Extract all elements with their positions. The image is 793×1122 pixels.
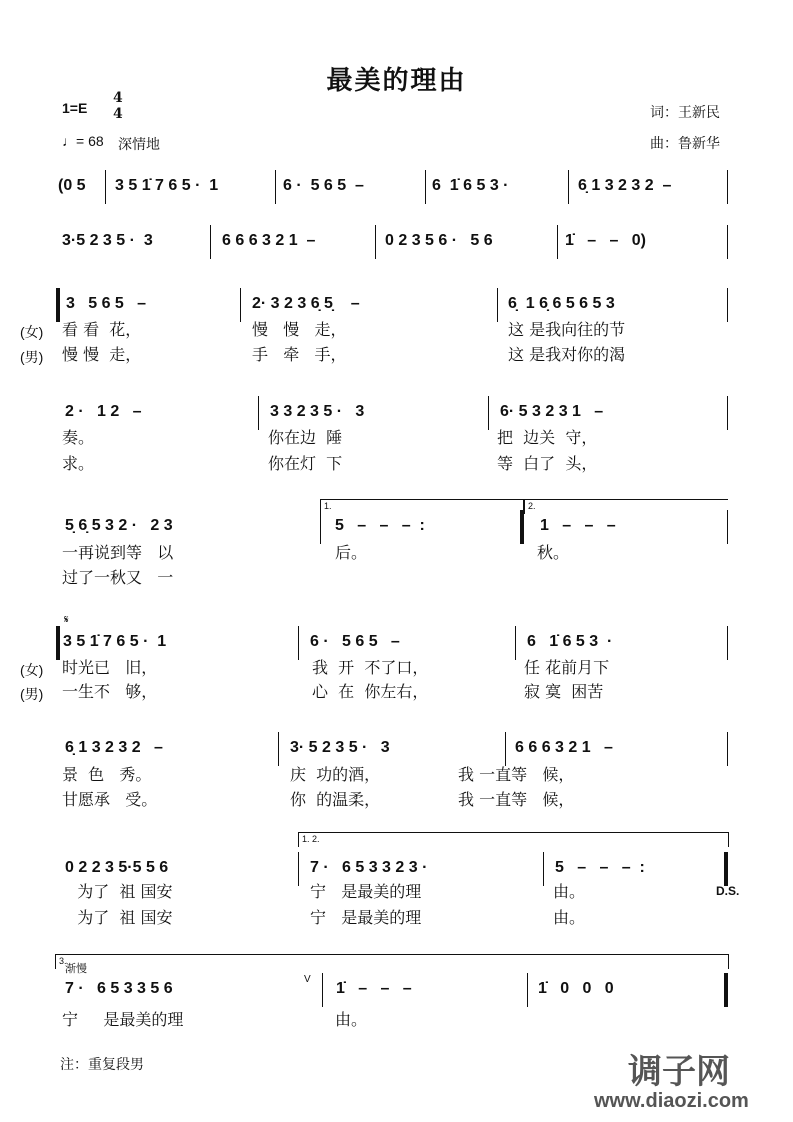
measure: 6 · 5 6 5 –: [283, 177, 364, 194]
lyric: 看 看 花，: [62, 320, 142, 339]
lyric: 我 开 不了口，: [312, 658, 429, 677]
measure: 6̣ 1 3 2 3 2 –: [65, 739, 163, 756]
lyric: 一生不 够，: [62, 682, 158, 701]
lyric: 宁 是最美的理: [310, 882, 422, 901]
lyric: 庆 功的酒，: [290, 765, 381, 784]
lyric: 你在灯 下: [268, 454, 343, 473]
lyric: 你在边 陲: [268, 428, 343, 447]
lyric: 我 一直等 候，: [458, 765, 575, 784]
lyric: 秋。: [537, 543, 570, 562]
measure: (0 5: [58, 177, 86, 194]
barline: [543, 852, 544, 886]
barline: [497, 288, 498, 322]
barline: [727, 170, 728, 204]
barline: [425, 170, 426, 204]
composer: 曲：鲁新华: [650, 135, 720, 151]
barline: [298, 626, 299, 660]
lyric: 这 是我向往的节: [508, 320, 626, 339]
lyric: 心 在 你左右，: [312, 682, 429, 701]
lyric: 任 花前月下: [524, 658, 610, 677]
voice-label-male: (男): [20, 686, 44, 702]
barline: [727, 732, 728, 766]
volta-label: 1. 2.: [302, 834, 320, 844]
repeat-end: [520, 510, 524, 544]
barline: [727, 510, 728, 544]
lyric: 慢 慢 走，: [252, 320, 347, 339]
voice-label-female: (女): [20, 324, 44, 340]
measure: 2· 3 2 3 6̣ 5̣ –: [252, 295, 360, 312]
lyric: 我 一直等 候，: [458, 790, 575, 809]
watermark-logo: 调子网: [628, 1053, 730, 1091]
barline: [375, 225, 376, 259]
measure: 1̇ – – 0): [565, 232, 646, 249]
measure: 1 – – –: [540, 517, 616, 534]
lyricist: 词：王新民: [650, 104, 720, 120]
final-barline: [724, 973, 728, 1007]
measure: 6· 5 3 2 3 1 –: [500, 403, 604, 420]
volta-label: 3.: [59, 956, 67, 966]
measure: 5̣ 6̣ 5 3 2 · 2 3: [65, 517, 173, 534]
lyric: 宁 是最美的理: [62, 1010, 184, 1029]
repeat-start: [56, 626, 60, 660]
lyric: 由。: [335, 1010, 368, 1029]
volta-bracket-2: [524, 499, 728, 514]
barline: [105, 170, 106, 204]
barline: [488, 396, 489, 430]
barline: [275, 170, 276, 204]
measure: 6 1̇ 6 5 3 ·: [527, 633, 613, 650]
tempo-marking: ♩= 68: [62, 133, 104, 149]
barline: [727, 225, 728, 259]
measure: 7 · 6 5 3 3 5 6: [65, 980, 173, 997]
barline: [322, 973, 323, 1007]
lyric: 手 牵 手，: [252, 345, 347, 364]
breath-mark: V: [304, 974, 311, 985]
measure: 3 3 2 3 5 · 3: [270, 403, 365, 420]
barline: [210, 225, 211, 259]
lyric: 等 白了 头，: [497, 454, 598, 473]
lyric: 你 的温柔，: [290, 790, 381, 809]
dal-segno-marking: D.S.: [716, 884, 740, 898]
barline: [557, 225, 558, 259]
lyric: 为了 祖 国安: [62, 882, 173, 901]
barline: [568, 170, 569, 204]
barline: [505, 732, 506, 766]
watermark-url: www.diaozi.com: [594, 1090, 749, 1112]
lyric: 求。: [62, 454, 95, 473]
measure: 6 · 5 6 5 –: [310, 633, 400, 650]
lyric: 景 色 秀。: [62, 765, 152, 784]
measure: 6 6 6 3 2 1 –: [222, 232, 316, 249]
lyric: 由。: [553, 882, 586, 901]
key-signature: 1=E: [62, 100, 88, 116]
lyric: 后。: [335, 543, 368, 562]
barline: [240, 288, 241, 322]
barline: [298, 852, 299, 886]
repeat-end: [724, 852, 728, 886]
barline: [320, 510, 321, 544]
measure: 3·5 2 3 5 · 3: [62, 232, 153, 249]
measure: 0 2 3 5 6 · 5 6: [385, 232, 493, 249]
song-title: 最美的理由: [326, 65, 467, 95]
barline: [527, 973, 528, 1007]
time-signature-bottom: 4: [113, 106, 123, 122]
voice-label-male: (男): [20, 349, 44, 365]
measure: 6 1̇ 6 5 3 ·: [432, 177, 509, 194]
measure: 2 · 1 2 –: [65, 403, 142, 420]
barline: [727, 396, 728, 430]
measure: 6 6 6 3 2 1 –: [515, 739, 613, 756]
lyric: 由。: [553, 908, 586, 927]
barline: [278, 732, 279, 766]
measure: 7 · 6 5 3 3 2 3 ·: [310, 859, 428, 876]
volta-label: 2.: [528, 501, 536, 511]
measure: 3 5 1̇ 7 6 5 · 1: [63, 633, 167, 650]
footnote: 注：重复段男: [60, 1056, 144, 1072]
barline: [727, 288, 728, 322]
lyric: 甘愿承 受。: [62, 790, 158, 809]
measure: 5 – – – :: [555, 859, 645, 876]
time-signature-top: 4: [113, 90, 123, 106]
lyric: 寂 寞 困苦: [524, 682, 604, 701]
measure: 3 5 6 5 –: [66, 295, 147, 312]
ritardando-marking: 渐慢: [65, 963, 87, 975]
barline: [515, 626, 516, 660]
measure: 3 5 1̇ 7 6 5 · 1: [115, 177, 219, 194]
volta-label: 1.: [324, 501, 332, 511]
measure: 6̣ 1 3 2 3 2 –: [578, 177, 672, 194]
repeat-start: [56, 288, 60, 322]
measure: 6̣ 1 6̣ 6 5 6 5 3: [508, 295, 615, 312]
lyric: 为了 祖 国安: [62, 908, 173, 927]
lyric: 这 是我对你的渴: [508, 345, 626, 364]
volta-bracket-3: [55, 954, 729, 969]
measure: 0 2 2 3 5·5 5 6: [65, 859, 169, 876]
measure: 1̇ 0 0 0: [538, 980, 614, 997]
barline: [258, 396, 259, 430]
volta-bracket-1: [320, 499, 524, 514]
measure: 3· 5 2 3 5 · 3: [290, 739, 390, 756]
lyric: 宁 是最美的理: [310, 908, 422, 927]
expression-marking: 深情地: [118, 136, 160, 152]
lyric: 一再说到等 以: [62, 543, 174, 562]
segno-icon: 𝄋: [64, 614, 69, 626]
lyric: 过了一秋又 一: [62, 568, 174, 587]
lyric: 奏。: [62, 428, 95, 447]
barline: [727, 626, 728, 660]
lyric: 把 边关 守，: [497, 428, 598, 447]
measure: 1̇ – – –: [336, 980, 412, 997]
volta-bracket-1-2: [298, 832, 729, 847]
measure: 5 – – – :: [335, 517, 425, 534]
lyric: 时光已 旧，: [62, 658, 158, 677]
voice-label-female: (女): [20, 662, 44, 678]
lyric: 慢 慢 走，: [62, 345, 142, 364]
